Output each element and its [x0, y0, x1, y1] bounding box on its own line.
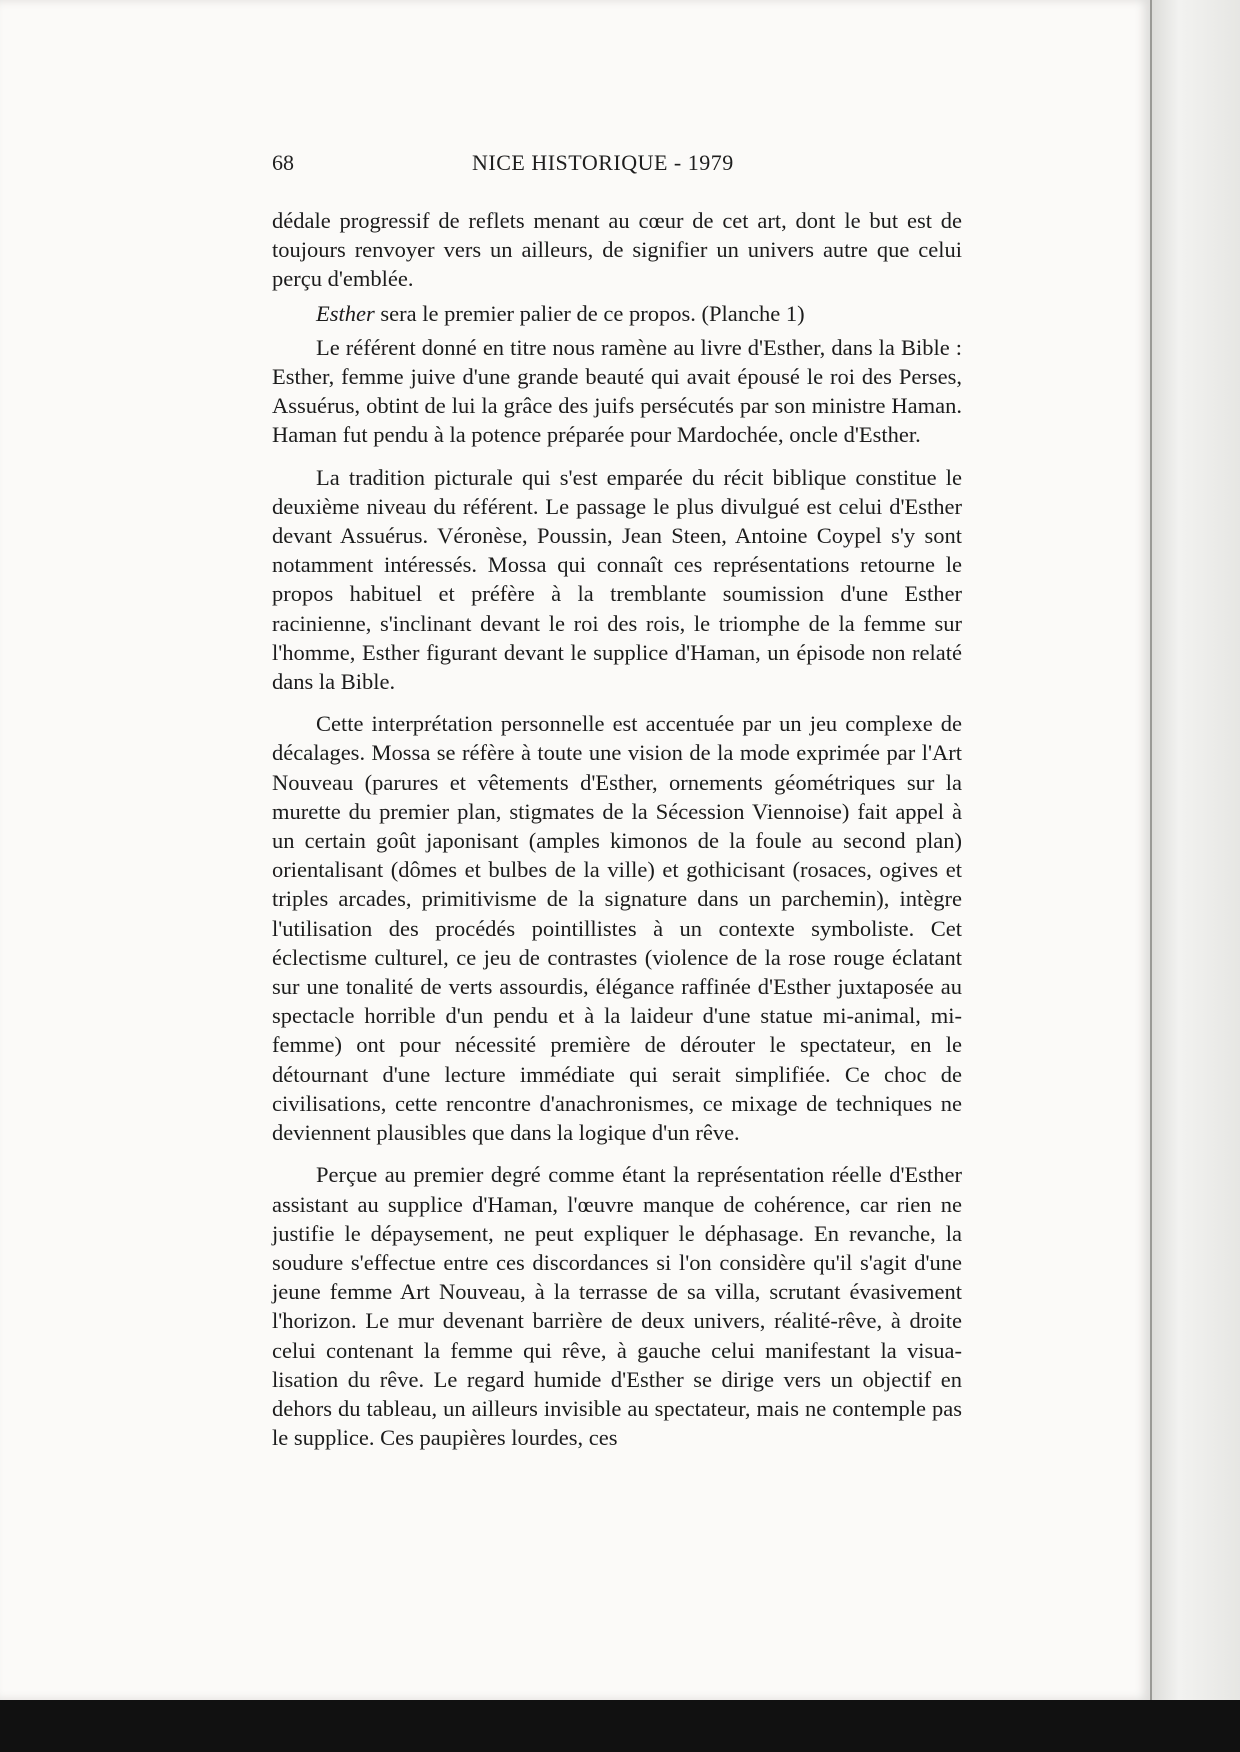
- paragraph: [272, 1160, 962, 1452]
- body-text: [272, 206, 962, 1452]
- italic-text: Esther: [316, 300, 375, 326]
- journal-title: NICE HISTORIQUE - 1979: [472, 150, 734, 175]
- paragraph: [272, 463, 962, 697]
- text-segment: La tradition picturale qui s'est emparée du récit biblique constitue le deuxième niveau du référent. Le passage le plus divulgué est celui d'Esther devant Assuérus. Véronèse, Poussin, Jean Steen, Antoine Coypel s'y sont notamment intéressés. Mossa qui connaît ces représentations retourne le propos habituel et préfère à la tremblante soumission d'une Esther racinienne, s'inclinant devant le roi des rois, le triomphe de la femme sur l'homme, Esther figurant devant le supplice d'Haman, un épisode non relaté dans la Bible.: [272, 464, 962, 695]
- text-segment: Perçue au premier degré comme étant la représentation réelle d'Esther assistant au supplice d'Haman, l'œuvre manque de cohérence, car rien ne justifie le dépaysement, ne peut expliquer le déphasage. En revanche, la soudure s'effectue entre ces discordances si l'on considère qu'il s'agit d'une jeune femme Art Nouveau, à la terrasse de sa villa, scrutant évasivement l'horizon. Le mur devenant barrière de deux univers, réalité-rêve, à droite celui contenant la femme qui rêve, à gauche celui manifestant la visualisation du rêve. Le regard humide d'Esther se dirige vers un objectif en dehors du tableau, un ailleurs invisible au spectateur, mais ne contemple pas le supplice. Ces paupières lourdes, ces: [272, 1162, 962, 1451]
- paragraph: [272, 206, 962, 294]
- paragraph: [272, 333, 962, 450]
- text-segment: dédale progressif de reflets menant au cœur de cet art, dont le but est de toujours renvoyer vers un ailleurs, de signifier un univers autre que celui perçu d'emblée.: [272, 208, 962, 292]
- scan-border: [0, 1700, 1240, 1752]
- text-segment: sera le premier palier de ce propos. (Planche 1): [374, 300, 805, 326]
- text-segment: Cette interprétation personnelle est accentuée par un jeu complexe de décalages. Mossa se réfère à toute une vision de la mode exprimée par l'Art Nouveau (parures et vêtements d'Esther, ornements géométriques sur la murette du premier plan, stigmates de la Sécession Viennoise) fait appel à un certain goût japonisant (amples kimonos de la foule au second plan) orientalisant (dômes et bulbes de la ville) et gothicisant (rosaces, ogives et triples arcades, primitivisme de la signature dans un parchemin), intègre l'utilisation des procédés pointillistes à un contexte symboliste. Cet éclectisme culturel, ce jeu de contrastes (violence de la rose rouge éclatant sur une tonalité de verts assourdis, élégance raffinée d'Esther juxtaposée au spectacle horrible d'un pendu et à la laideur d'une statue mi-animal, mi-femme) ont pour nécessité première de dérouter le spectateur, en le détournant d'une lecture immédiate qui serait simplifiée. Ce choc de civilisations, cette rencontre d'anachronismes, ce mixage de techniques ne deviennent plausibles que dans la logique d'un rêve.: [272, 711, 962, 1146]
- facing-page-edge: [1150, 0, 1240, 1700]
- text-segment: Le référent donné en titre nous ramène au livre d'Esther, dans la Bible : Esther, femme juive d'une grande beauté qui avait épousé le roi des Perses, Assuérus, obtint de lui la grâce des juifs persécutés par son ministre Haman. Haman fut pendu à la potence préparée pour Mardochée, oncle d'Esther.: [272, 334, 962, 448]
- running-header: [272, 150, 942, 180]
- paragraph: [272, 299, 962, 328]
- paragraph: [272, 709, 962, 1147]
- page-number: 68: [272, 150, 294, 175]
